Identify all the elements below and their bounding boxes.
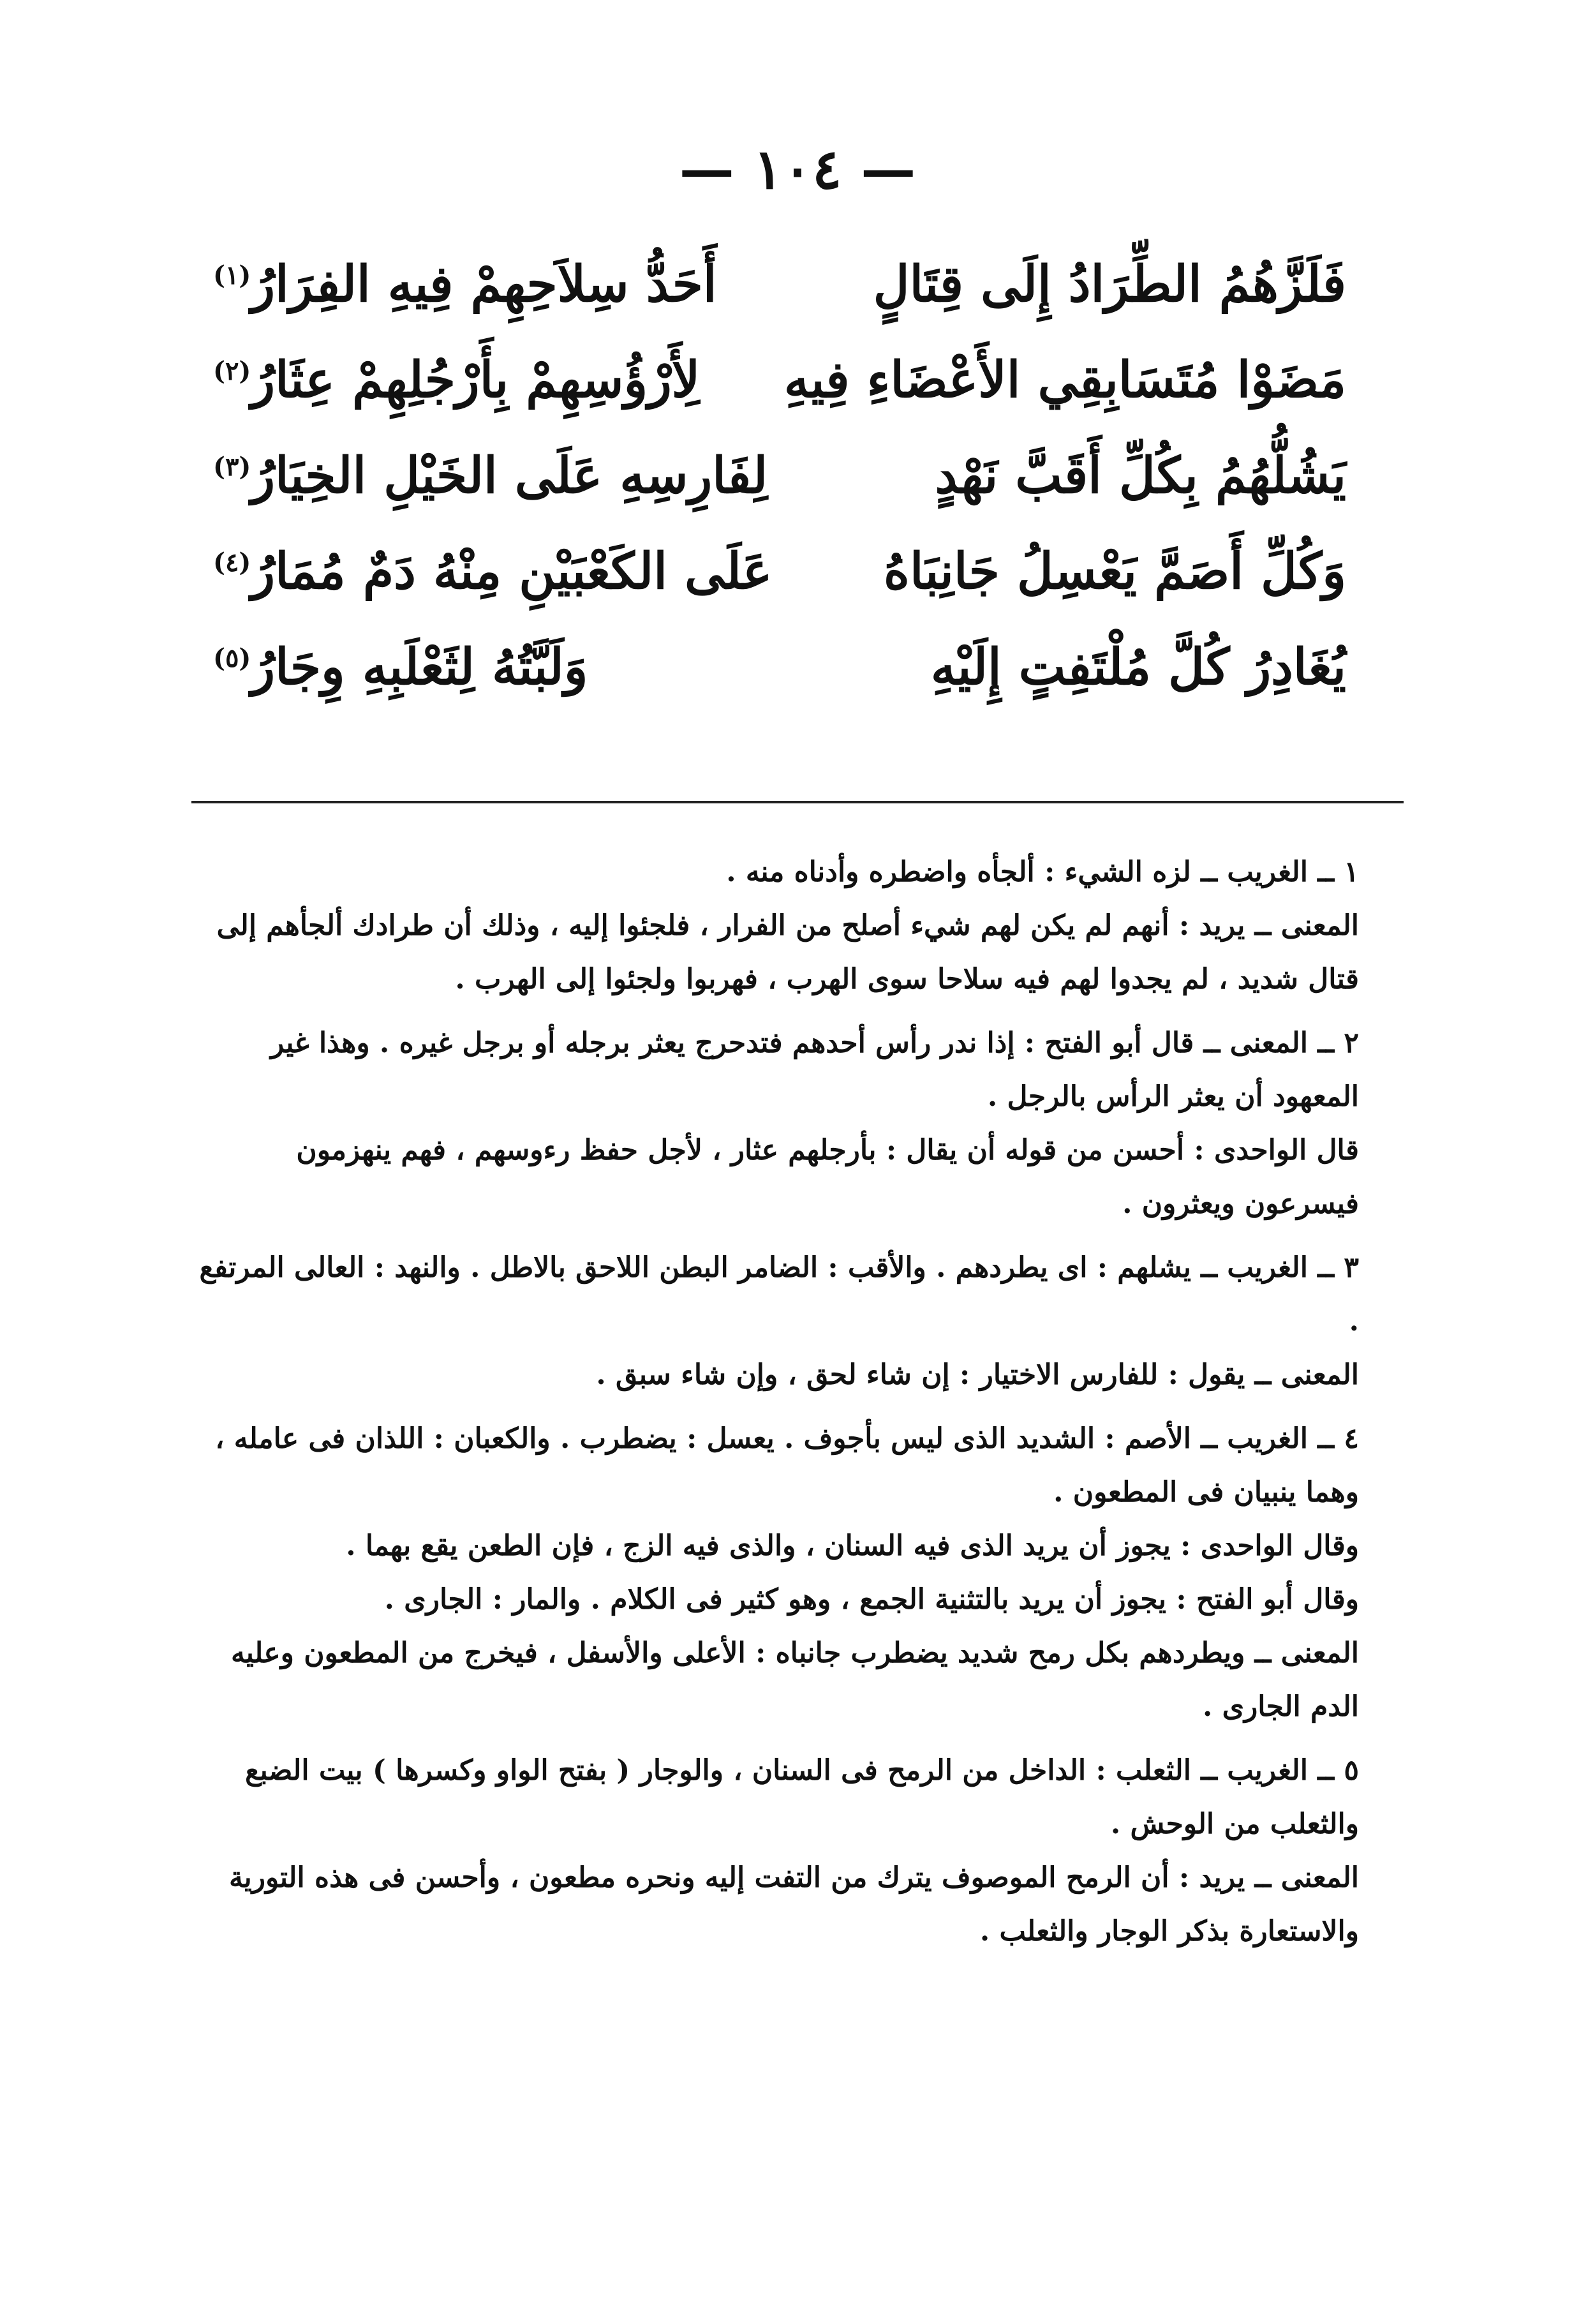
- verse-second-text: لِأَرْؤُسِهِمْ بِأَرْجُلِهِمْ عِثَارُ: [251, 350, 701, 409]
- footnote-ref: (٢): [213, 355, 251, 386]
- footnote-ref: (٣): [213, 451, 251, 482]
- verse-first-hemistich: يَشُلُّهُمُ بِكُلِّ أَقَبَّ نَهْدٍ: [935, 446, 1346, 505]
- verse-line: [211, 332, 1346, 428]
- verse-second-hemistich: [211, 351, 700, 409]
- note-text: ٣ ــ الغريب ــ يشلهم : اى يطردهم . والأقب : الضامر البطن اللاحق بالاطل . والنهد : العالى المرتفع .: [199, 1251, 1359, 1337]
- note-text: المعنى ــ يريد : أن الرمح الموصوف يترك من التفت إليه ونحره مطعون ، وأحسن فى هذه التورية والاستعارة بذكر الوجار والثعلب .: [228, 1861, 1359, 1948]
- note-text: قال الواحدى : أحسن من قوله أن يقال : بأرجلهم عثار ، لأجل حفظ رءوسهم ، فهم ينهزمون فيسرعون ويعثرون .: [296, 1134, 1359, 1220]
- verse-second-text: لِفَارِسِهِ عَلَى الخَيْلِ الخِيَارُ: [251, 446, 768, 505]
- verse-second-text: عَلَى الكَعْبَيْنِ مِنْهُ دَمٌ مُمَارُ: [251, 542, 773, 600]
- note-text: ٥ ــ الغريب ــ الثعلب : الداخل من الرمح فى السنان ، والوجار ( بفتح الواو وكسرها ) بيت الضبع والثعلب من الوحش .: [245, 1754, 1359, 1840]
- footnote-ref: (٤): [213, 547, 251, 577]
- verse-second-hemistich: [211, 255, 717, 313]
- verse-first-hemistich: يُغَادِرُ كُلَّ مُلْتَفِتٍ إِلَيْهِ: [930, 637, 1346, 696]
- footnote-divider: [191, 801, 1404, 803]
- note-text: ١ ــ الغريب ــ لزه الشيء : ألجأه واضطره وأدناه منه .: [726, 856, 1359, 888]
- note-text: وقال الواحدى : يجوز أن يريد الذى فيه السنان ، والذى فيه الزج ، فإن الطعن يقع بهما .: [346, 1530, 1359, 1562]
- verse-second-hemistich: [211, 447, 768, 505]
- footnote-ref: (٥): [213, 643, 251, 673]
- note-text: المعنى ــ ويطردهم بكل رمح شديد يضطرب جانباه : الأعلى والأسفل ، فيخرج من المطعون وعليه الدم الجارى .: [230, 1637, 1359, 1723]
- verse-line: [211, 236, 1346, 332]
- verse-second-hemistich: [211, 542, 772, 600]
- note-text: وقال أبو الفتح : يجوز أن يريد بالتثنية الجمع ، وهو كثير فى الكلام . والمار : الجارى .: [384, 1583, 1359, 1616]
- verse-second-hemistich: [211, 638, 588, 696]
- footnote-3: [191, 1241, 1359, 1402]
- footnote-2: [191, 1017, 1359, 1231]
- footnote-1: [191, 845, 1359, 1006]
- verse-first-hemistich: مَضَوْا مُتَسَابِقِي الأَعْضَاءِ فِيهِ: [783, 350, 1346, 409]
- verse-line: [211, 619, 1346, 715]
- page-number: — ١٠٤ —: [679, 137, 916, 202]
- verse-line: [211, 523, 1346, 619]
- note-text: المعنى ــ يريد : أنهم لم يكن لهم شيء أصلح من الفرار ، فلجئوا إليه ، وذلك أن طرادك ألجأهم إلى قتال شديد ، لم يجدوا لهم فيه سلاحا سوى الهرب ، فهربوا ولجئوا إلى الهرب .: [216, 909, 1359, 995]
- verse-line: [211, 428, 1346, 523]
- poem-verses: [211, 236, 1346, 715]
- verse-first-hemistich: وَكُلِّ أَصَمَّ يَعْسِلُ جَانِبَاهُ: [883, 542, 1346, 600]
- footnote-5: [191, 1744, 1359, 1958]
- note-text: المعنى ــ يقول : للفارس الاختيار : إن شاء لحق ، وإن شاء سبق .: [596, 1359, 1359, 1391]
- note-text: ٤ ــ الغريب ــ الأصم : الشديد الذى ليس بأجوف . يعسل : يضطرب . والكعبان : اللذان فى عامله ، وهما ينبيان فى المطعون .: [215, 1422, 1359, 1508]
- verse-first-hemistich: فَلَزَّهُمُ الطِّرَادُ إِلَى قِتَالٍ: [873, 255, 1346, 313]
- footnotes: [191, 845, 1359, 1969]
- verse-second-text: وَلَبَّتُهُ لِثَعْلَبِهِ وِجَارُ: [251, 637, 588, 696]
- note-text: ٢ ــ المعنى ــ قال أبو الفتح : إذا ندر رأس أحدهم فتدحرج يعثر برجله أو برجل غيره . وهذا غير المعهود أن يعثر الرأس بالرجل .: [270, 1027, 1359, 1113]
- footnote-ref: (١): [213, 260, 251, 290]
- footnote-4: [191, 1412, 1359, 1734]
- verse-second-text: أَحَدُّ سِلاَحِهِمْ فِيهِ الفِرَارُ: [251, 255, 717, 313]
